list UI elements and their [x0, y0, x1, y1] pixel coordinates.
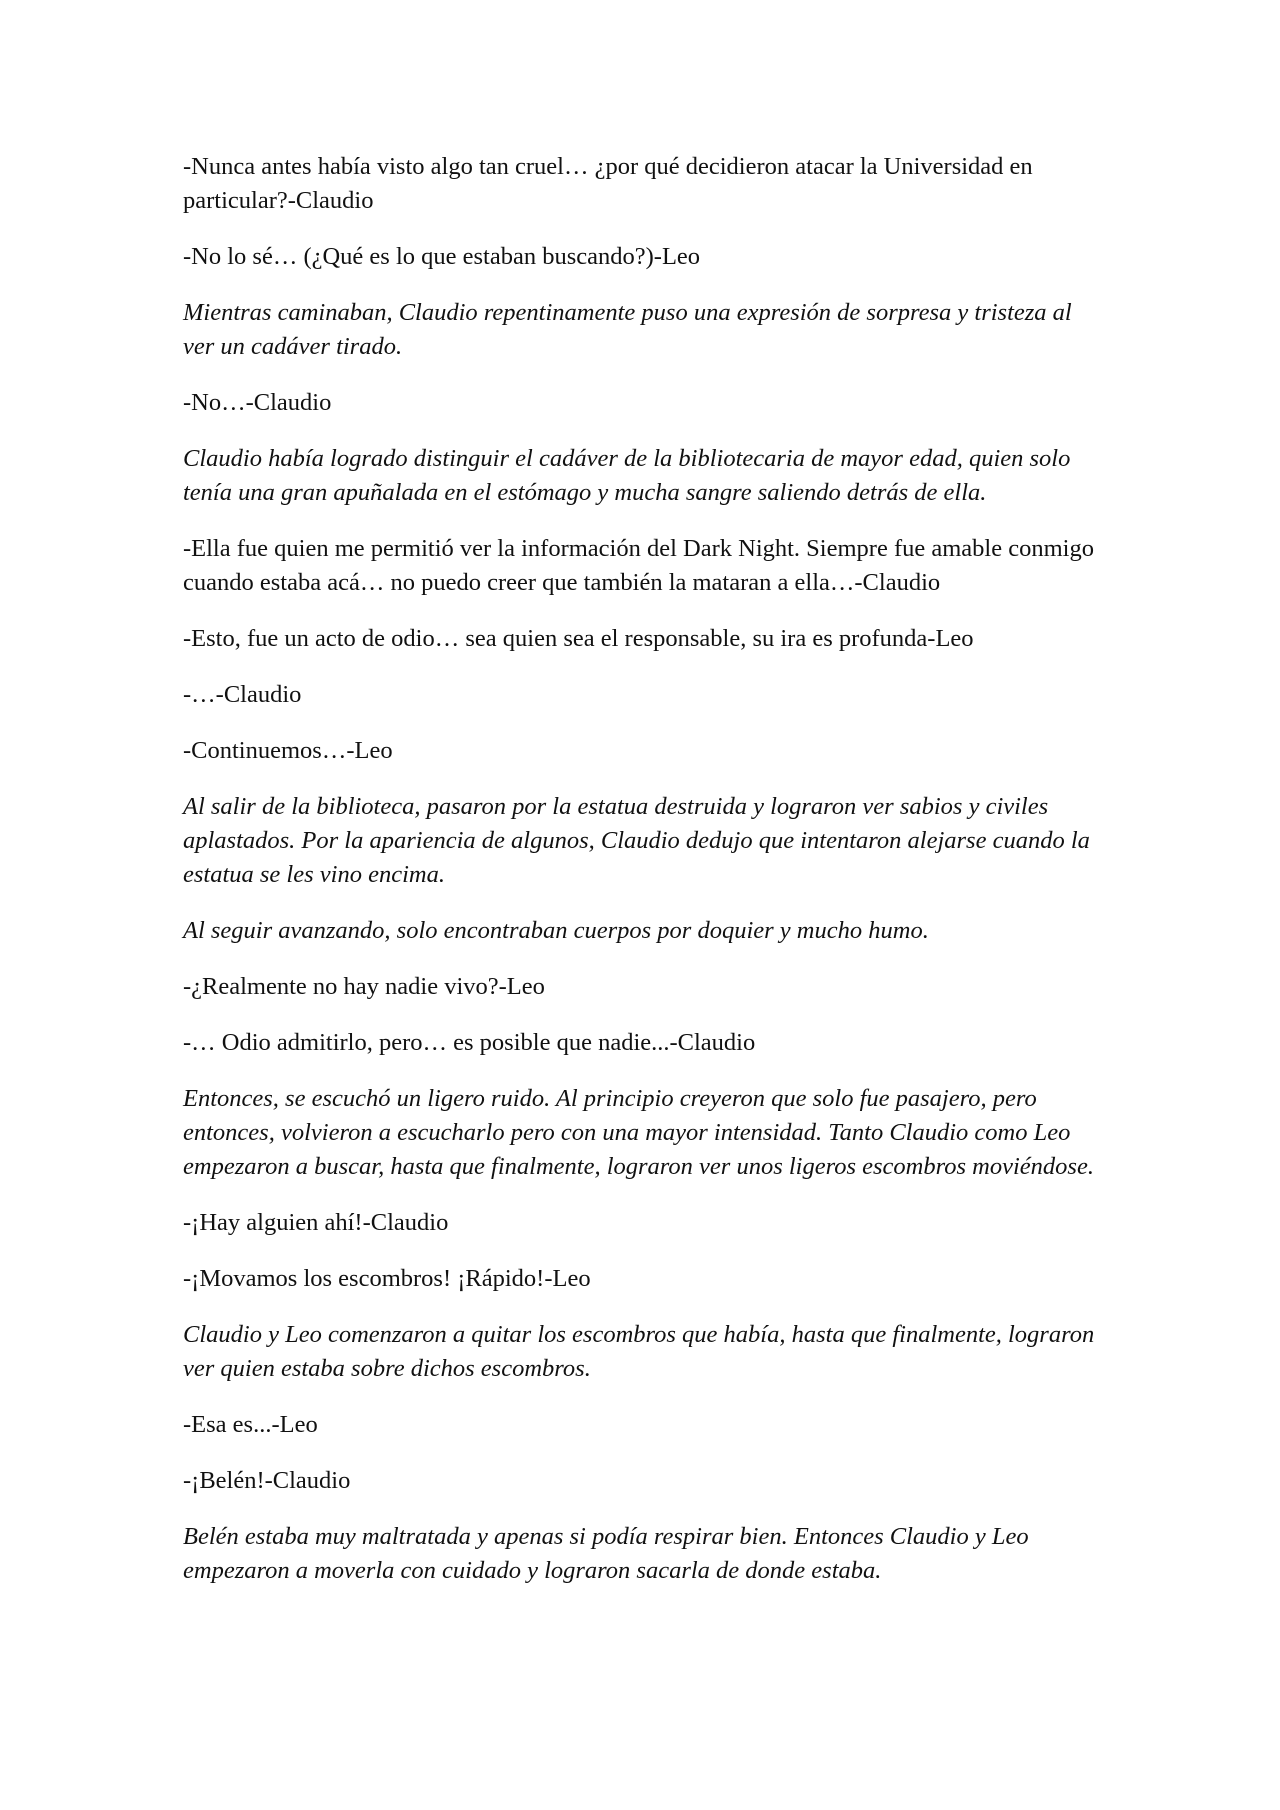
narration-paragraph: Mientras caminaban, Claudio repentinamente puso una expresión de sorpresa y tristeza al ver un cadáver tirado. [183, 299, 1072, 360]
dialogue-line: -Ella fue quien me permitió ver la información del Dark Night. Siempre fue amable conmigo cuando estaba acá… no puedo creer que también la mataran a ella…-Claudio [183, 535, 1094, 596]
narration-paragraph: Belén estaba muy maltratada y apenas si podía respirar bien. Entonces Claudio y Leo empezaron a moverla con cuidado y lograron sacarla de donde estaba. [183, 1523, 1029, 1584]
dialogue-line: -No lo sé… (¿Qué es lo que estaban buscando?)-Leo [183, 243, 701, 270]
narration-paragraph: Claudio había logrado distinguir el cadáver de la bibliotecaria de mayor edad, quien solo tenía una gran apuñalada en el estómago y mucha sangre saliendo detrás de ella. [183, 445, 1071, 506]
dialogue-line: -Esa es...-Leo [183, 1411, 318, 1438]
dialogue-line: -Esto, fue un acto de odio… sea quien sea el responsable, su ira es profunda-Leo [183, 625, 974, 652]
dialogue-line: -Nunca antes había visto algo tan cruel… ¿por qué decidieron atacar la Universidad en particular?-Claudio [183, 153, 1033, 214]
dialogue-line: -¡Movamos los escombros! ¡Rápido!-Leo [183, 1265, 591, 1292]
narration-paragraph: Al seguir avanzando, solo encontraban cuerpos por doquier y mucho humo. [183, 917, 929, 944]
dialogue-line: -… Odio admitirlo, pero… es posible que nadie...-Claudio [183, 1029, 756, 1056]
dialogue-line: -¿Realmente no hay nadie vivo?-Leo [183, 973, 545, 1000]
dialogue-line: -¡Belén!-Claudio [183, 1467, 351, 1494]
dialogue-line: -¡Hay alguien ahí!-Claudio [183, 1209, 449, 1236]
narration-paragraph: Entonces, se escuchó un ligero ruido. Al principio creyeron que solo fue pasajero, pero entonces, volvieron a escucharlo pero con una mayor intensidad. Tanto Claudio como Leo empezaron a buscar, hasta que finalmente, lograron ver unos ligeros escombros moviéndose. [183, 1085, 1094, 1180]
document-page [183, 150, 1103, 1610]
dialogue-line: -…-Claudio [183, 681, 302, 708]
dialogue-line: -No…-Claudio [183, 389, 332, 416]
narration-paragraph: Al salir de la biblioteca, pasaron por la estatua destruida y lograron ver sabios y civiles aplastados. Por la apariencia de algunos, Claudio dedujo que intentaron alejarse cuando la estatua se les vino encima. [183, 793, 1090, 888]
dialogue-line: -Continuemos…-Leo [183, 737, 393, 764]
narration-paragraph: Claudio y Leo comenzaron a quitar los escombros que había, hasta que finalmente, lograron ver quien estaba sobre dichos escombros. [183, 1321, 1095, 1382]
